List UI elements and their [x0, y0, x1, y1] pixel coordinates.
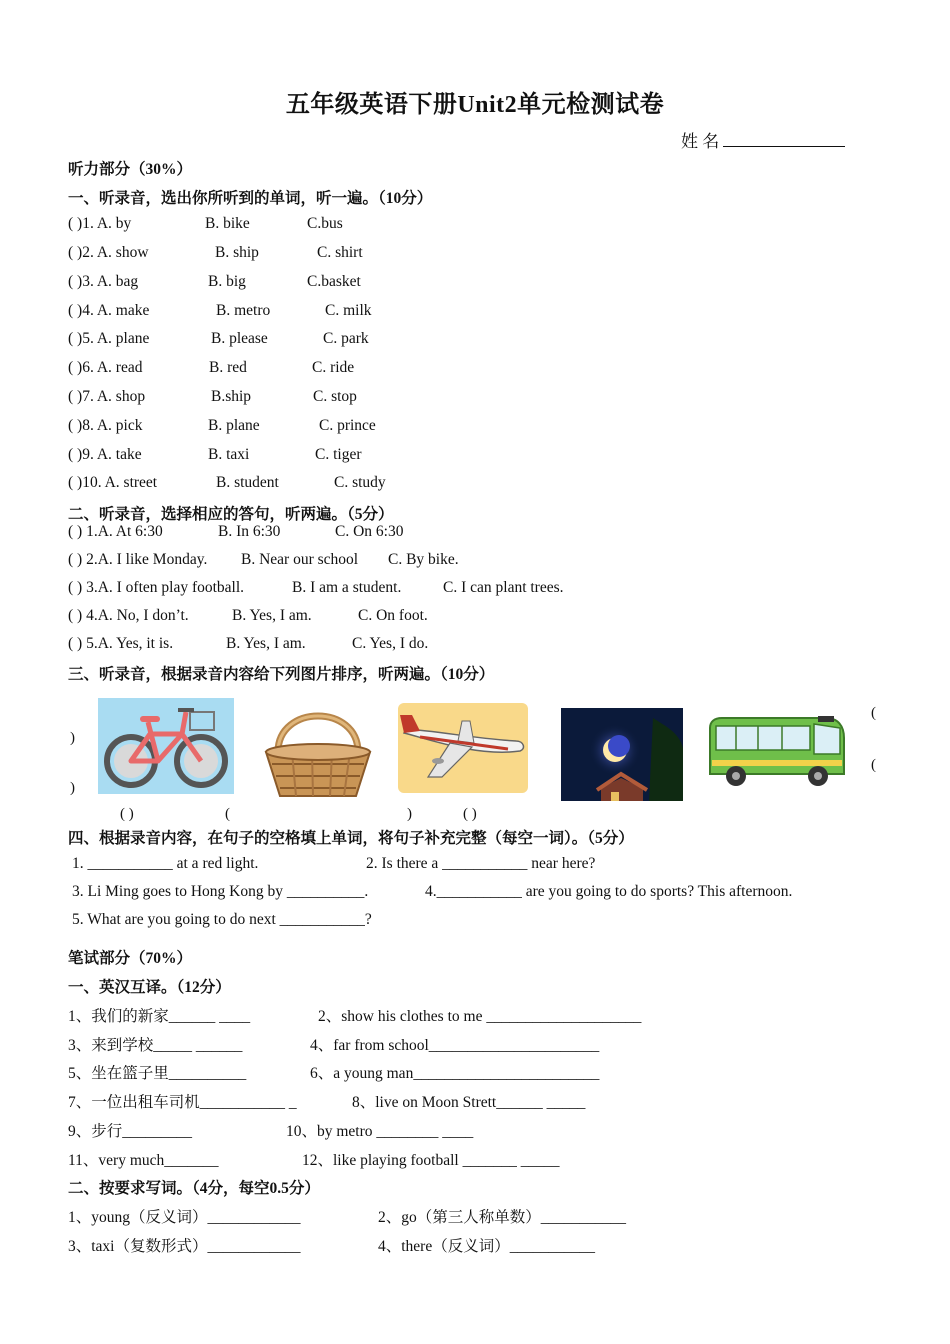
name-label: 姓 名 — [681, 132, 720, 151]
word-form-item[interactable]: 4、there（反义词）___________ — [378, 1238, 595, 1255]
page-title: 五年级英语下册Unit2单元检测试卷 — [285, 92, 665, 118]
translate-item[interactable]: 2、show his clothes to me ____________________ — [318, 1008, 642, 1025]
name-underline[interactable] — [723, 130, 845, 147]
word-form-item[interactable]: 1、young（反义词）____________ — [68, 1209, 301, 1226]
translate-item[interactable]: 10、by metro ________ ____ — [286, 1123, 474, 1140]
part1-heading: 一、听录音，选出你所听到的单词，听一遍。（10分） — [68, 190, 433, 207]
translate-item[interactable]: 11、very much_______ — [68, 1152, 219, 1169]
order-bracket: ( — [225, 806, 230, 822]
translate-item[interactable]: 5、坐在篮子里__________ — [68, 1065, 247, 1082]
word-form-item[interactable]: 2、go（第三人称单数）___________ — [378, 1209, 627, 1226]
w1-heading: 一、英汉互译。（12分） — [68, 979, 231, 996]
translate-item[interactable]: 3、来到学校_____ ______ — [68, 1037, 243, 1054]
written-header: 笔试部分（70%） — [68, 950, 193, 967]
order-bracket[interactable]: ( ) — [463, 806, 477, 822]
part3-heading: 三、听录音，根据录音内容给下列图片排序，听两遍。（10分） — [68, 666, 495, 683]
translate-item[interactable]: 8、live on Moon Strett______ _____ — [352, 1094, 586, 1111]
fill-sentence-1[interactable]: 1. ___________ at a red light. — [72, 855, 259, 872]
translate-item[interactable]: 4、far from school______________________ — [310, 1037, 600, 1054]
order-bracket: ( — [871, 757, 876, 773]
fill-sentence-5[interactable]: 5. What are you going to do next ___________? — [72, 911, 372, 928]
name-field[interactable] — [681, 127, 845, 152]
order-bracket[interactable]: ( ) — [120, 806, 134, 822]
fill-sentence-2[interactable]: 2. Is there a ___________ near here? — [366, 855, 596, 872]
fill-sentence-4[interactable]: 4.___________ are you going to do sports? This afternoon. — [425, 883, 793, 900]
listening-header: 听力部分（30%） — [68, 161, 193, 178]
part2-heading: 二、听录音，选择相应的答句，听两遍。（5分） — [68, 506, 394, 523]
part4-heading: 四、根据录音内容，在句子的空格填上单词，将句子补充完整（每空一词）。（5分） — [68, 830, 634, 847]
w2-heading: 二、按要求写词。（4分，每空0.5分） — [68, 1180, 320, 1197]
order-bracket: ) — [70, 780, 75, 796]
translate-item[interactable]: 12、like playing football _______ _____ — [302, 1152, 560, 1169]
bike-picture — [98, 698, 234, 794]
order-bracket: ( — [871, 705, 876, 721]
night-moon-picture — [561, 708, 683, 801]
fill-sentence-3[interactable]: 3. Li Ming goes to Hong Kong by __________. — [72, 883, 369, 900]
bus-picture — [706, 714, 848, 792]
order-bracket: ) — [407, 806, 412, 822]
basket-picture — [262, 694, 374, 802]
translate-item[interactable]: 6、a young man________________________ — [310, 1065, 600, 1082]
plane-picture — [398, 703, 528, 793]
order-bracket: ) — [70, 730, 75, 746]
translate-item[interactable]: 9、步行_________ — [68, 1123, 193, 1140]
translate-item[interactable]: 1、我们的新家______ ____ — [68, 1008, 251, 1025]
translate-item[interactable]: 7、一位出租车司机___________ _ — [68, 1094, 297, 1111]
word-form-item[interactable]: 3、taxi（复数形式）____________ — [68, 1238, 301, 1255]
